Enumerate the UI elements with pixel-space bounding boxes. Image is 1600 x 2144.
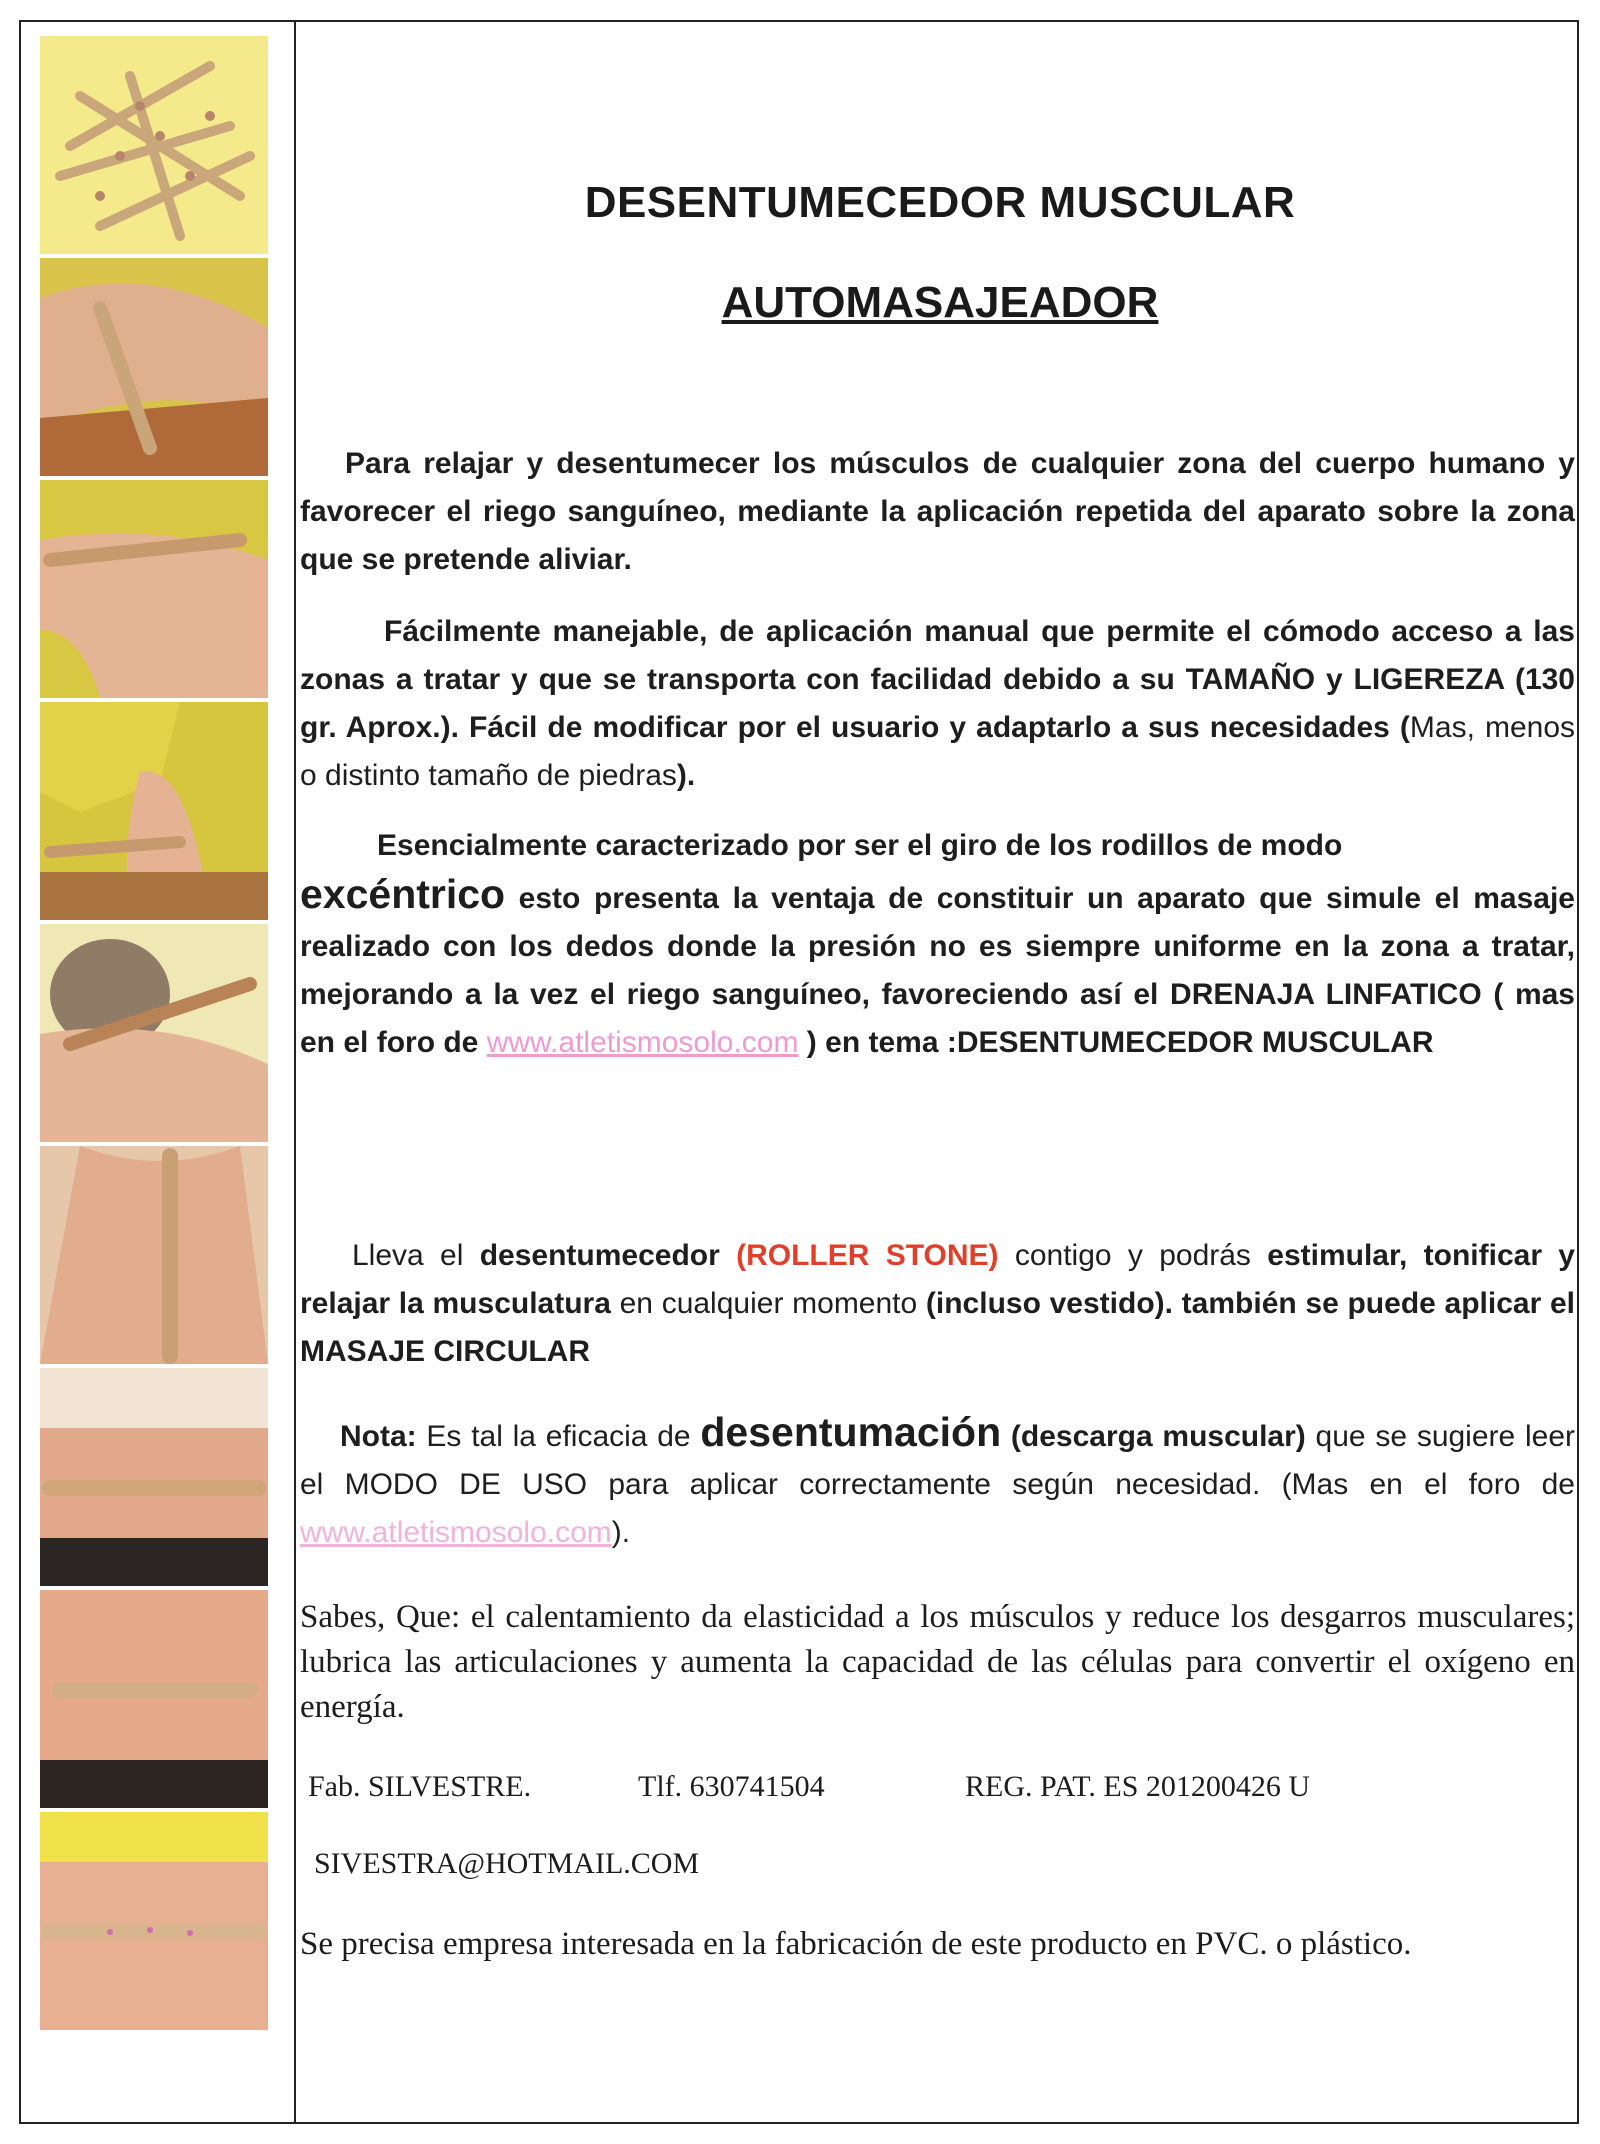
paragraph-note: Nota: Es tal la eficacia de desentumación (descarga muscular) que se sugiere leer el MODO DE USO para aplicar correctamente según necesidad. (Mas en el foro de www.atletismosolo.com). [300, 1409, 1575, 1549]
paragraph-manufacturing-request: Se precisa empresa interesada en la fabricación de este producto en PVC. o plástico. [300, 1926, 1412, 1962]
paragraph-warmup: Sabes, Que: el calentamiento da elasticidad a los músculos y reduce los desgarros musculares; lubrica las articulaciones y aumenta la capacidad de las células para convertir el oxígeno en energía. [300, 1599, 1575, 1725]
column-divider [294, 20, 296, 2124]
photo-thigh [40, 258, 268, 476]
photo-neck [40, 924, 268, 1142]
forum-link-2[interactable]: www.atletismosolo.com [300, 1516, 612, 1549]
patent-registration: REG. PAT. ES 201200426 U [965, 1770, 1311, 1803]
photo-waist [40, 1590, 268, 1808]
photo-leg [40, 480, 268, 698]
email-address: SIVESTRA@HOTMAIL.COM [314, 1847, 700, 1880]
photo-strip [40, 36, 268, 2036]
photo-lower-back [40, 1368, 268, 1586]
photo-calf [40, 702, 268, 920]
phone-number: Tlf. 630741504 [638, 1770, 825, 1803]
paragraph-intro: Para relajar y desentumecer los músculos de cualquier zona del cuerpo humano y favorecer el riego sanguíneo, mediante la aplicación repetida del aparato sobre la zona que se pretende aliviar. [300, 447, 1575, 576]
content-column [300, 0, 1580, 2144]
photo-belly [40, 1812, 268, 2030]
forum-link[interactable]: www.atletismosolo.com [486, 1026, 799, 1059]
paragraph-handling: Fácilmente manejable, de aplicación manual que permite el cómodo acceso a las zonas a tratar y que se transporta con facilidad debido a su TAMAÑO y LIGEREZA (130 gr. Aprox.). Fácil de modificar por el usuario y adaptarlo a sus necesidades (Mas, menos o distinto tamaño de piedras). [300, 615, 1575, 792]
manufacturer: Fab. SILVESTRE. [308, 1770, 532, 1803]
paragraph-eccentric: Esencialmente caracterizado por ser el giro de los rodillos de modo excéntrico esto presenta la ventaja de constituir un aparato que simule el masaje realizado con los dedos donde la presión no es siempre uniforme en la zona a tratar, mejorando a la vez el riego sanguíneo, favoreciendo así el DRENAJA LINFATICO ( mas en el foro de www.atletismosolo.com ) en tema :DESENTUMECEDOR MUSCULAR [300, 829, 1575, 1059]
photo-back-spine [40, 1146, 268, 1364]
page-title: DESENTUMECEDOR MUSCULAR [584, 178, 1296, 227]
page-subtitle: AUTOMASAJEADOR [721, 278, 1159, 327]
paragraph-roller-stone: Lleva el desentumecedor (ROLLER STONE) contigo y podrás estimular, tonificar y relajar la musculatura en cualquier momento (incluso vestido). también se puede aplicar el MASAJE CIRCULAR [300, 1239, 1575, 1368]
photo-rollers [40, 36, 268, 254]
